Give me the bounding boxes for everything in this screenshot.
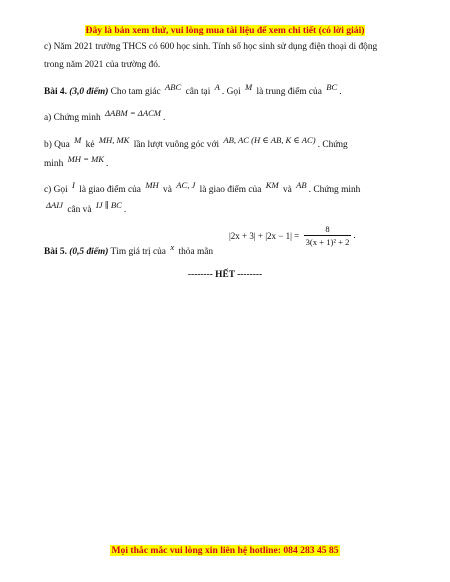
bai4-math-abc: ABC [165,82,182,92]
part-c-text-7: cân và [67,205,92,215]
part-c-math-1: I [72,180,75,190]
bai5-fraction-denominator: 3(x + 1)² + 2 [305,237,350,247]
bai5-equation [229,224,356,248]
footer-banner [0,545,450,556]
part-b-text-2: kẻ [85,140,95,150]
part-c-text-5: và [282,185,292,195]
bai5-math-x: x [170,242,175,252]
part-b-text-4: . Chứng [317,140,348,150]
part-b-math-2: MH, MK [98,135,130,145]
part-c-math-2: MH [145,180,159,190]
part-b-text-5: minh [44,159,64,169]
bai5-equation-lhs: |2x + 3| + |2x − 1| = [229,231,300,241]
bai4-math-m: M [245,82,253,92]
part-c-text-8: . [123,205,127,215]
bai4-text-1: Cho tam giác [110,87,161,97]
bai5-fraction [304,224,352,248]
part-c-math-6: ΔAIJ [46,200,63,210]
part-c-math-3: AC, J [176,180,196,190]
part-c-math-5: AB [296,180,307,190]
bai4-text-2: cân tại [185,87,211,97]
bai4-statement [44,82,342,97]
part-b-text-1: b) Qua [44,140,70,150]
part-c-text-4: là giao điểm của [199,185,262,195]
end-marker: -------- HẾT -------- [187,270,263,280]
bai4-points: (3,0 điểm) [69,87,109,97]
bai4-part-c-line2 [44,200,127,215]
bai4-text-3: . Gọi [221,87,241,97]
part-c-math-7: IJ ∥ BC [95,200,122,210]
bai4-text-5: . [339,87,342,97]
bai4-math-a: A [214,82,220,92]
bai4-label: Bài 4. [44,87,67,97]
bai5-text-1: Tìm giá trị của [110,247,166,257]
bai5-points: (0,5 điểm) [69,247,109,257]
part-b-text-6: . [105,159,109,169]
part-b-math-1: M [74,135,82,145]
bai4-part-a [44,108,166,123]
bai5-label: Bài 5. [44,247,67,257]
part-b-text-3: lần lượt vuông góc với [133,140,220,150]
part-c-text-3: và [163,185,172,195]
part-a-text-1: a) Chứng minh [44,113,101,123]
part-c-math-4: KM [265,180,279,190]
bai5-statement [44,242,214,257]
bai4-part-b-line2 [44,154,109,169]
part-c-text-2: là giao điểm của [79,185,141,195]
part-c-text-6: . Chứng minh [308,185,361,195]
bai5-text-3: . [353,231,356,241]
bai5-fraction-numerator: 8 [304,224,352,236]
bai4-math-bc: BC [326,82,338,92]
part-c-text-1: c) Gọi [44,185,68,195]
part-b-math-3: AB, AC (H ∈ AB, K ∈ AC) [223,135,316,145]
prev-part-c-line1: c) Năm 2021 trường THCS có 600 học sinh. Tính số học sinh sử dụng điện thoại di động [44,42,378,52]
bai4-part-b-line1 [44,135,348,150]
prev-part-c-line2: trong năm 2021 của trường đó. [44,60,161,70]
part-a-math: ΔABM = ΔACM [104,108,161,118]
part-a-text-2: . [162,113,166,123]
bai4-part-c-line1 [44,180,361,195]
header-banner-text: Đây là bản xem thử, vui lòng mua tài liệu để xem chi tiết (có lời giải) [85,25,365,36]
part-b-math-4: MH = MK [67,154,104,164]
bai4-text-4: là trung điểm của [256,87,322,97]
bai5-text-2: thỏa mãn [178,247,214,257]
footer-banner-text: Mọi thắc mắc vui lòng xin liên hệ hotline: 084 283 45 85 [111,545,339,556]
header-banner [0,25,450,36]
